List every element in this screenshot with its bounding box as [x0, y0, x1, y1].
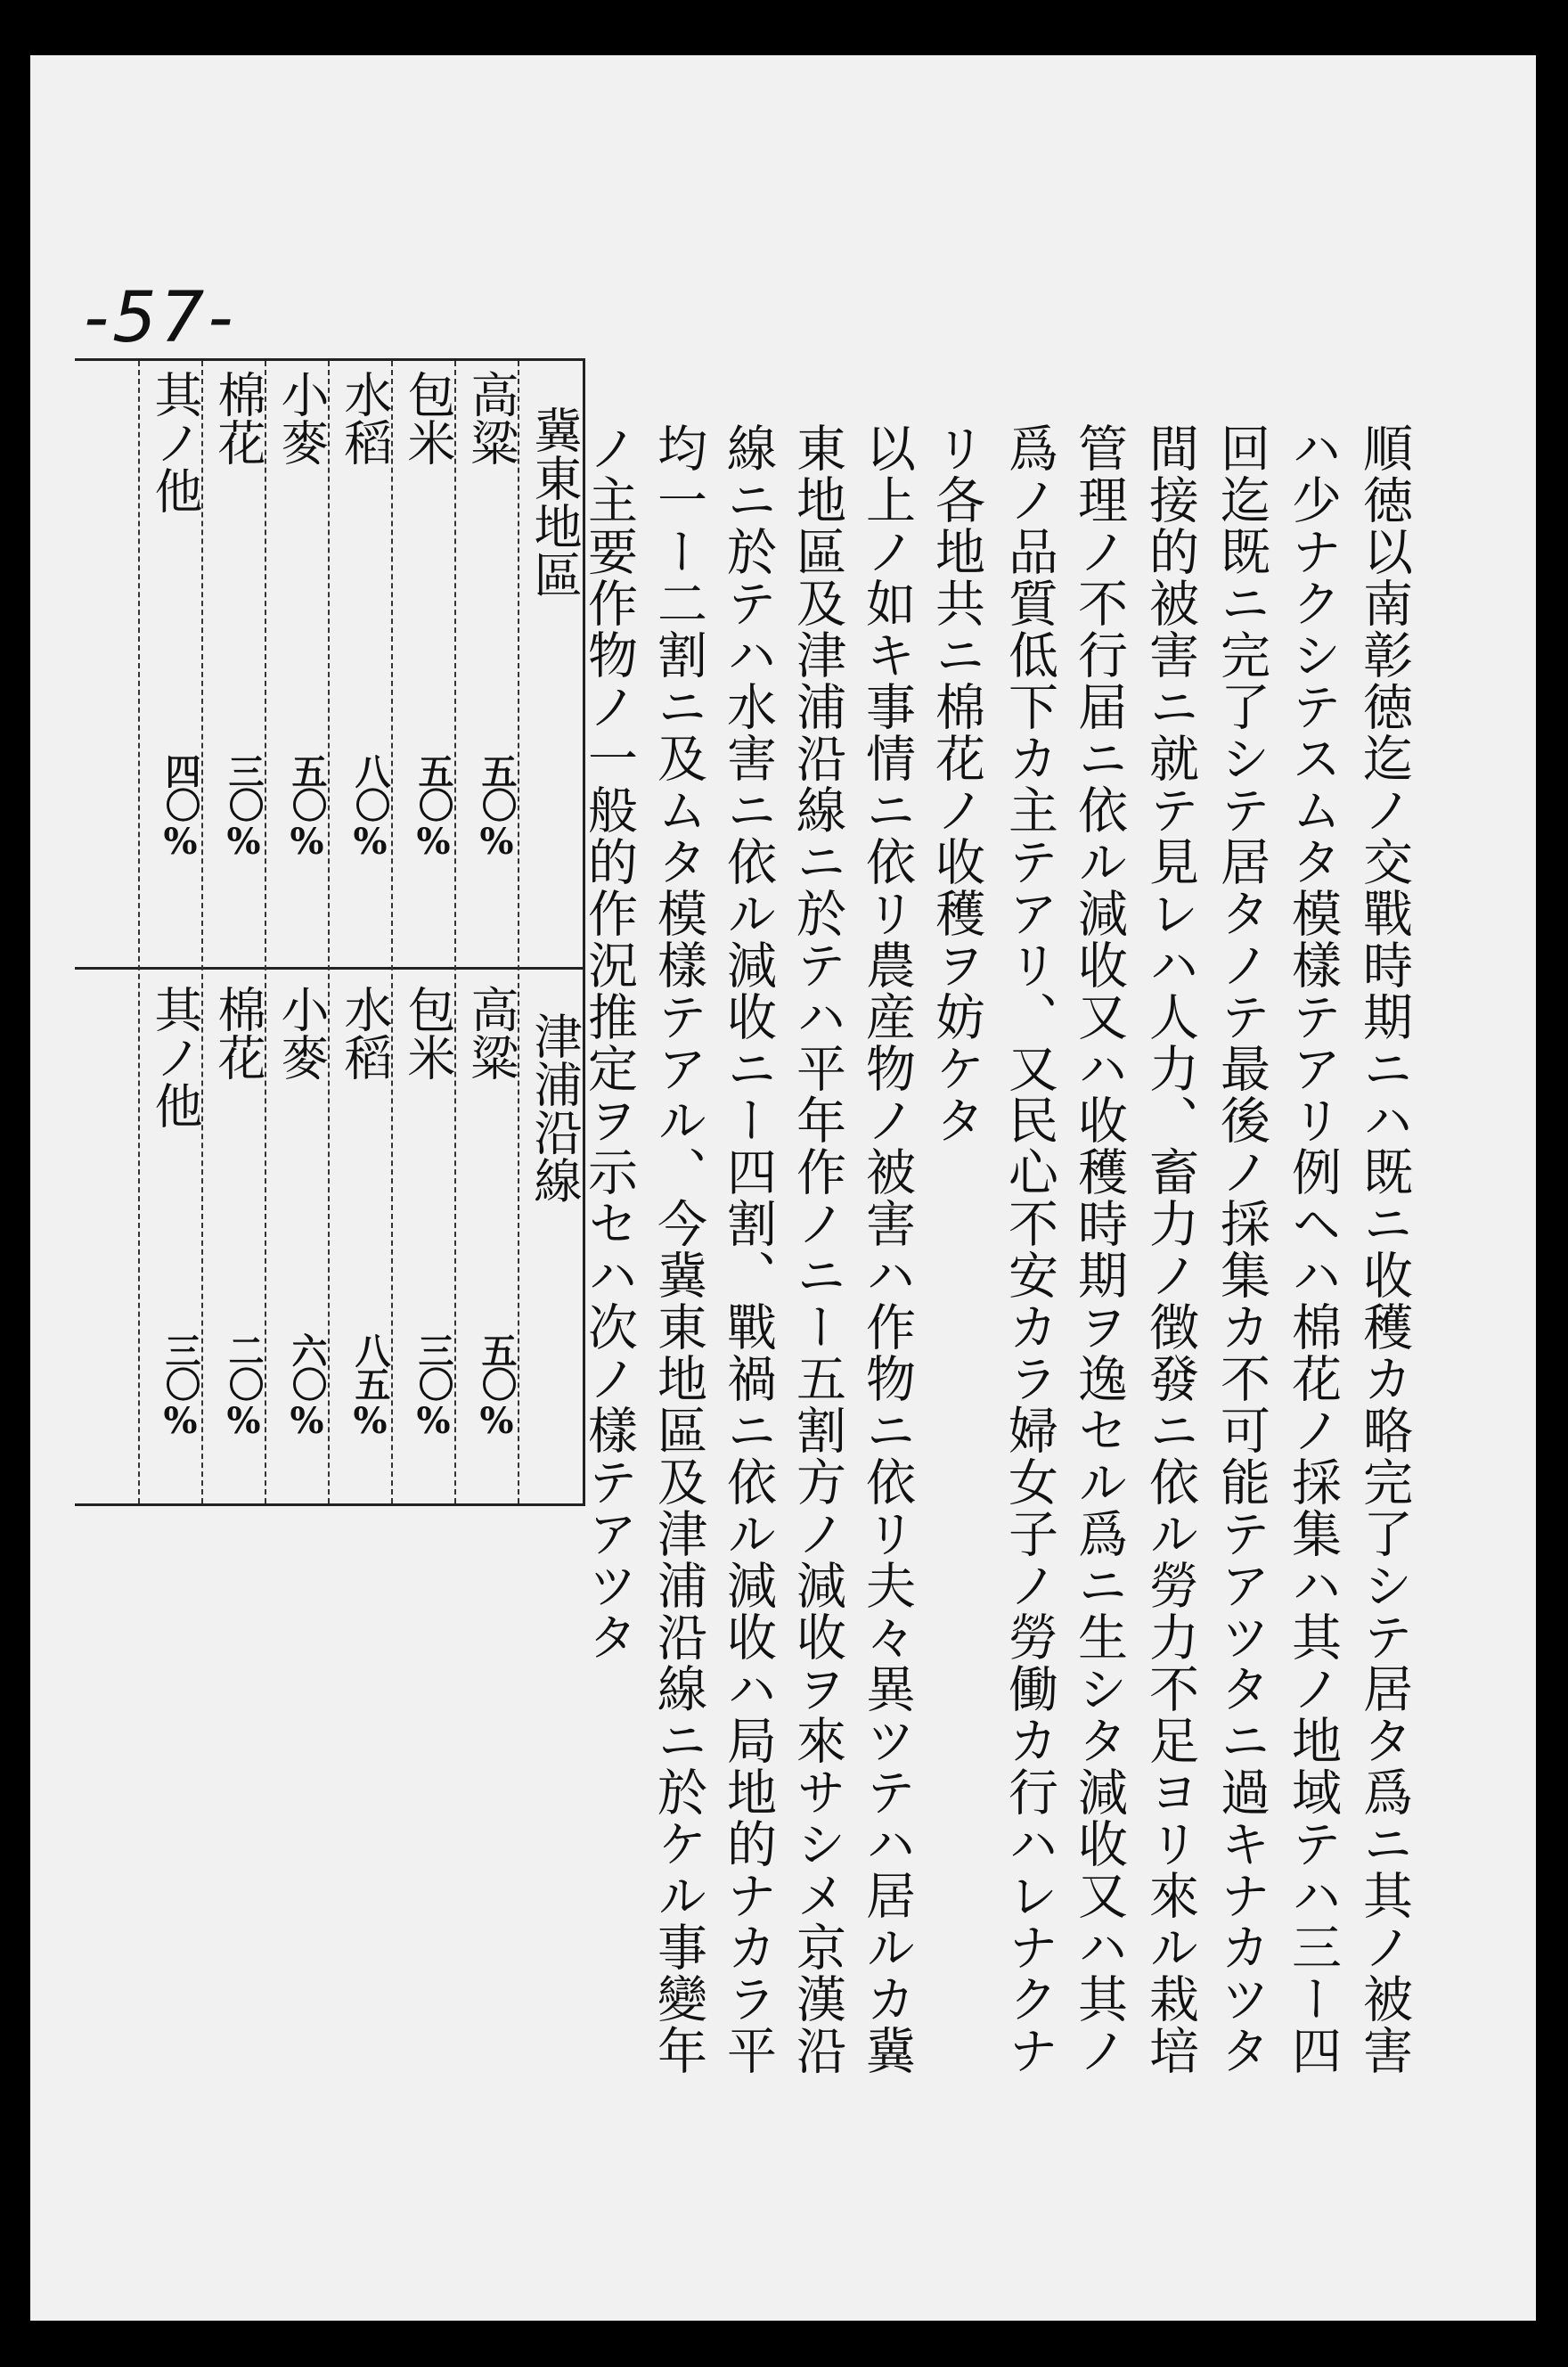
crop-name: 包米 — [400, 985, 456, 1081]
crop-condition-table — [75, 358, 585, 1506]
body-column-2: ハ少ナクシテスムタ模樣テアリ例ヘハ棉花ノ採集ハ其ノ地域テハ三ー四 — [1284, 422, 1342, 2076]
crop-name: 高粱 — [463, 370, 519, 466]
body-column-9: 東地區及津浦沿線ニ於テハ平年作ノニー五割方ノ減收ヲ來サシメ京漢沿 — [788, 422, 846, 2076]
crop-percent: 八五% — [349, 1332, 391, 1440]
crop-name: 水稻 — [337, 370, 393, 466]
body-column-7: リ各地共ニ棉花ノ收穫ヲ妨ケタ — [927, 422, 985, 1146]
body-column-11: 均一ー二割ニ及ムタ模樣テアル、今冀東地區及津浦沿線ニ於ケル事變年 — [649, 422, 707, 2076]
crop-percent: 五〇% — [476, 1332, 518, 1440]
body-column-4: 間接的被害ニ就テ見レハ人力、畜力ノ徴發ニ依ル勞力不足ヨリ來ル栽培 — [1141, 422, 1199, 2076]
body-column-6: 爲ノ品質低下カ主テアリ、又民心不安カラ婦女子ノ勞働カ行ハレナクナ — [1000, 422, 1058, 2076]
body-column-3: 回迄既ニ完了シテ居タノテ最後ノ採集カ不可能テアツタニ過キナカツタ — [1213, 422, 1270, 2076]
crop-percent: 八〇% — [349, 753, 391, 861]
document-page — [30, 55, 1536, 2321]
body-column-12: ノ主要作物ノ一般的作況推定ヲ示セハ次ノ樣テアツタ — [580, 422, 638, 1663]
body-column-5: 管理ノ不行届ニ依ル減收又ハ收穫時期ヲ逸セル爲ニ生シタ減收又ハ其ノ — [1070, 422, 1128, 2076]
crop-percent: 五〇% — [476, 753, 518, 861]
crop-name: 其ノ他 — [147, 370, 203, 514]
section-header-jinpu: 津浦沿線 — [527, 1012, 583, 1204]
crop-percent: 三〇% — [412, 1332, 454, 1440]
body-column-10: 線ニ於テハ水害ニ依ル減收ニー四割、戰禍ニ依ル減收ハ局地的ナカラ平 — [719, 422, 777, 2076]
crop-name: 其ノ他 — [147, 985, 203, 1129]
crop-percent: 二〇% — [223, 1332, 265, 1440]
crop-percent: 三〇% — [223, 753, 265, 861]
crop-name: 小麥 — [274, 985, 330, 1081]
body-column-1: 順徳以南彰徳迄ノ交戰時期ニハ既ニ收穫カ略完了シテ居タ爲ニ其ノ被害 — [1355, 422, 1413, 2076]
page-number: -57- — [84, 278, 237, 358]
crop-name: 棉花 — [210, 370, 266, 466]
crop-name: 水稻 — [337, 985, 393, 1081]
crop-percent: 四〇% — [159, 753, 201, 861]
crop-percent: 三〇% — [159, 1332, 201, 1440]
crop-percent: 五〇% — [286, 753, 328, 861]
crop-name: 小麥 — [274, 370, 330, 466]
section-header-jidong: 冀東地區 — [527, 405, 583, 598]
crop-percent: 六〇% — [286, 1332, 328, 1440]
table-column-line — [518, 361, 583, 1503]
body-column-8: 以上ノ如キ事情ニ依リ農産物ノ被害ハ作物ニ依リ夫々異ツテハ居ルカ冀 — [858, 422, 916, 2076]
crop-name: 高粱 — [463, 985, 519, 1081]
crop-percent: 五〇% — [412, 753, 454, 861]
crop-name: 棉花 — [210, 985, 266, 1081]
crop-name: 包米 — [400, 370, 456, 466]
